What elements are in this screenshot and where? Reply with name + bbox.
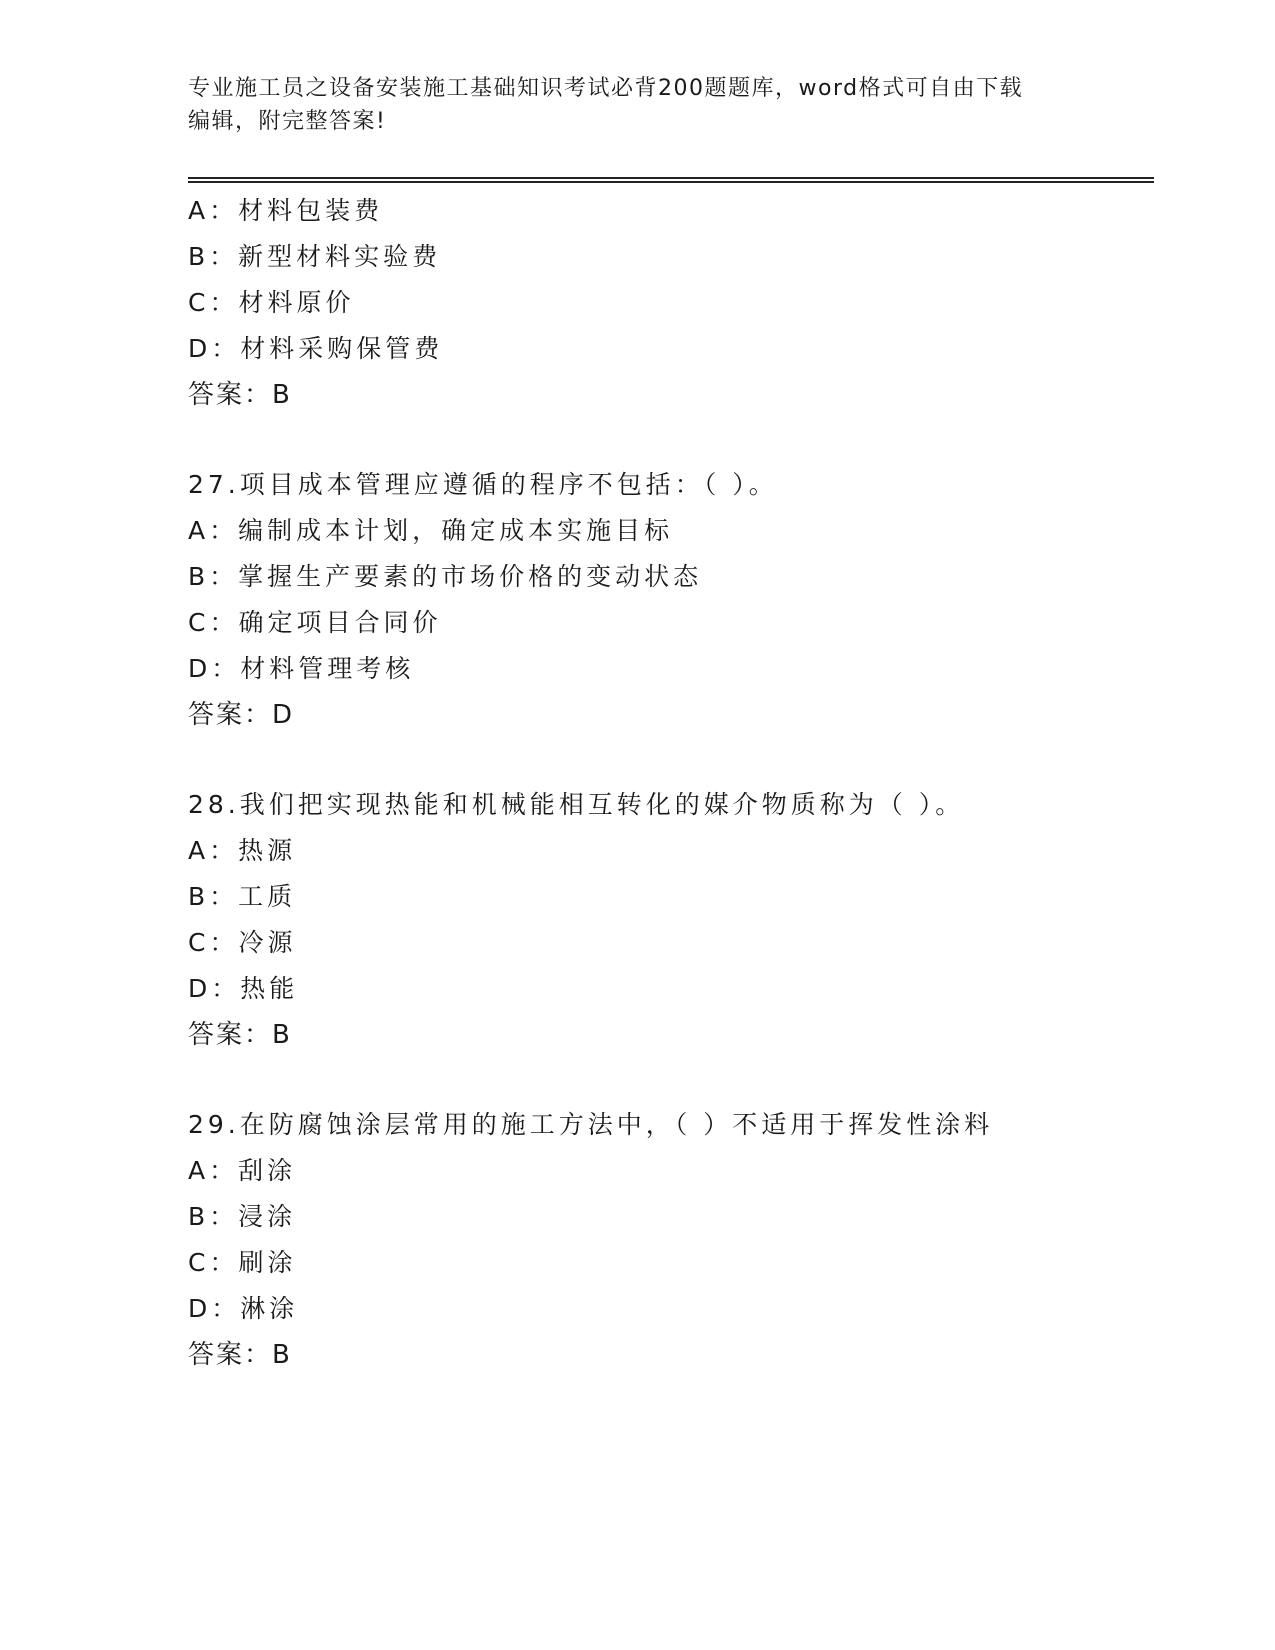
- option-a: A：材料包装费: [188, 196, 384, 225]
- answer: 答案：B: [188, 1020, 292, 1050]
- option-d: D：热能: [188, 974, 299, 1003]
- question-list: [188, 188, 1154, 1378]
- option-a: A：热源: [188, 836, 297, 865]
- question-block-27: [188, 462, 1154, 738]
- header-title-line-1: 专业施工员之设备安装施工基础知识考试必背200题题库，word格式可自由下载: [188, 76, 1024, 101]
- option-b: B：工质: [188, 882, 297, 911]
- option-c: C：刷涂: [188, 1248, 297, 1277]
- answer: 答案：B: [188, 380, 292, 410]
- option-d: D：材料管理考核: [188, 654, 415, 683]
- header-title-line-2: 编辑，附完整答案!: [188, 109, 387, 134]
- option-c: C：确定项目合同价: [188, 608, 442, 637]
- question-block-29: [188, 1102, 1154, 1378]
- answer: 答案：B: [188, 1340, 292, 1370]
- question-text: 27.项目成本管理应遵循的程序不包括：（ ）。: [188, 470, 778, 499]
- header-divider-bottom: [188, 181, 1154, 183]
- question-text: 29.在防腐蚀涂层常用的施工方法中，（ ）不适用于挥发性涂料: [188, 1110, 994, 1139]
- question-text: 28.我们把实现热能和机械能相互转化的媒介物质称为（ ）。: [188, 790, 965, 819]
- spacer: [188, 418, 1154, 462]
- option-d: D：淋涂: [188, 1294, 299, 1323]
- spacer: [188, 738, 1154, 782]
- option-a: A：编制成本计划，确定成本实施目标: [188, 516, 674, 545]
- option-d: D：材料采购保管费: [188, 334, 444, 363]
- option-a: A：刮涂: [188, 1156, 297, 1185]
- answer: 答案：D: [188, 700, 295, 730]
- question-block-28: [188, 782, 1154, 1058]
- document-header: [188, 72, 1088, 138]
- spacer: [188, 1058, 1154, 1102]
- option-b: B：掌握生产要素的市场价格的变动状态: [188, 562, 703, 591]
- option-c: C：冷源: [188, 928, 297, 957]
- header-divider-top: [188, 177, 1154, 179]
- option-b: B：新型材料实验费: [188, 242, 442, 271]
- option-b: B：浸涂: [188, 1202, 297, 1231]
- question-block-26: [188, 188, 1154, 418]
- option-c: C：材料原价: [188, 288, 355, 317]
